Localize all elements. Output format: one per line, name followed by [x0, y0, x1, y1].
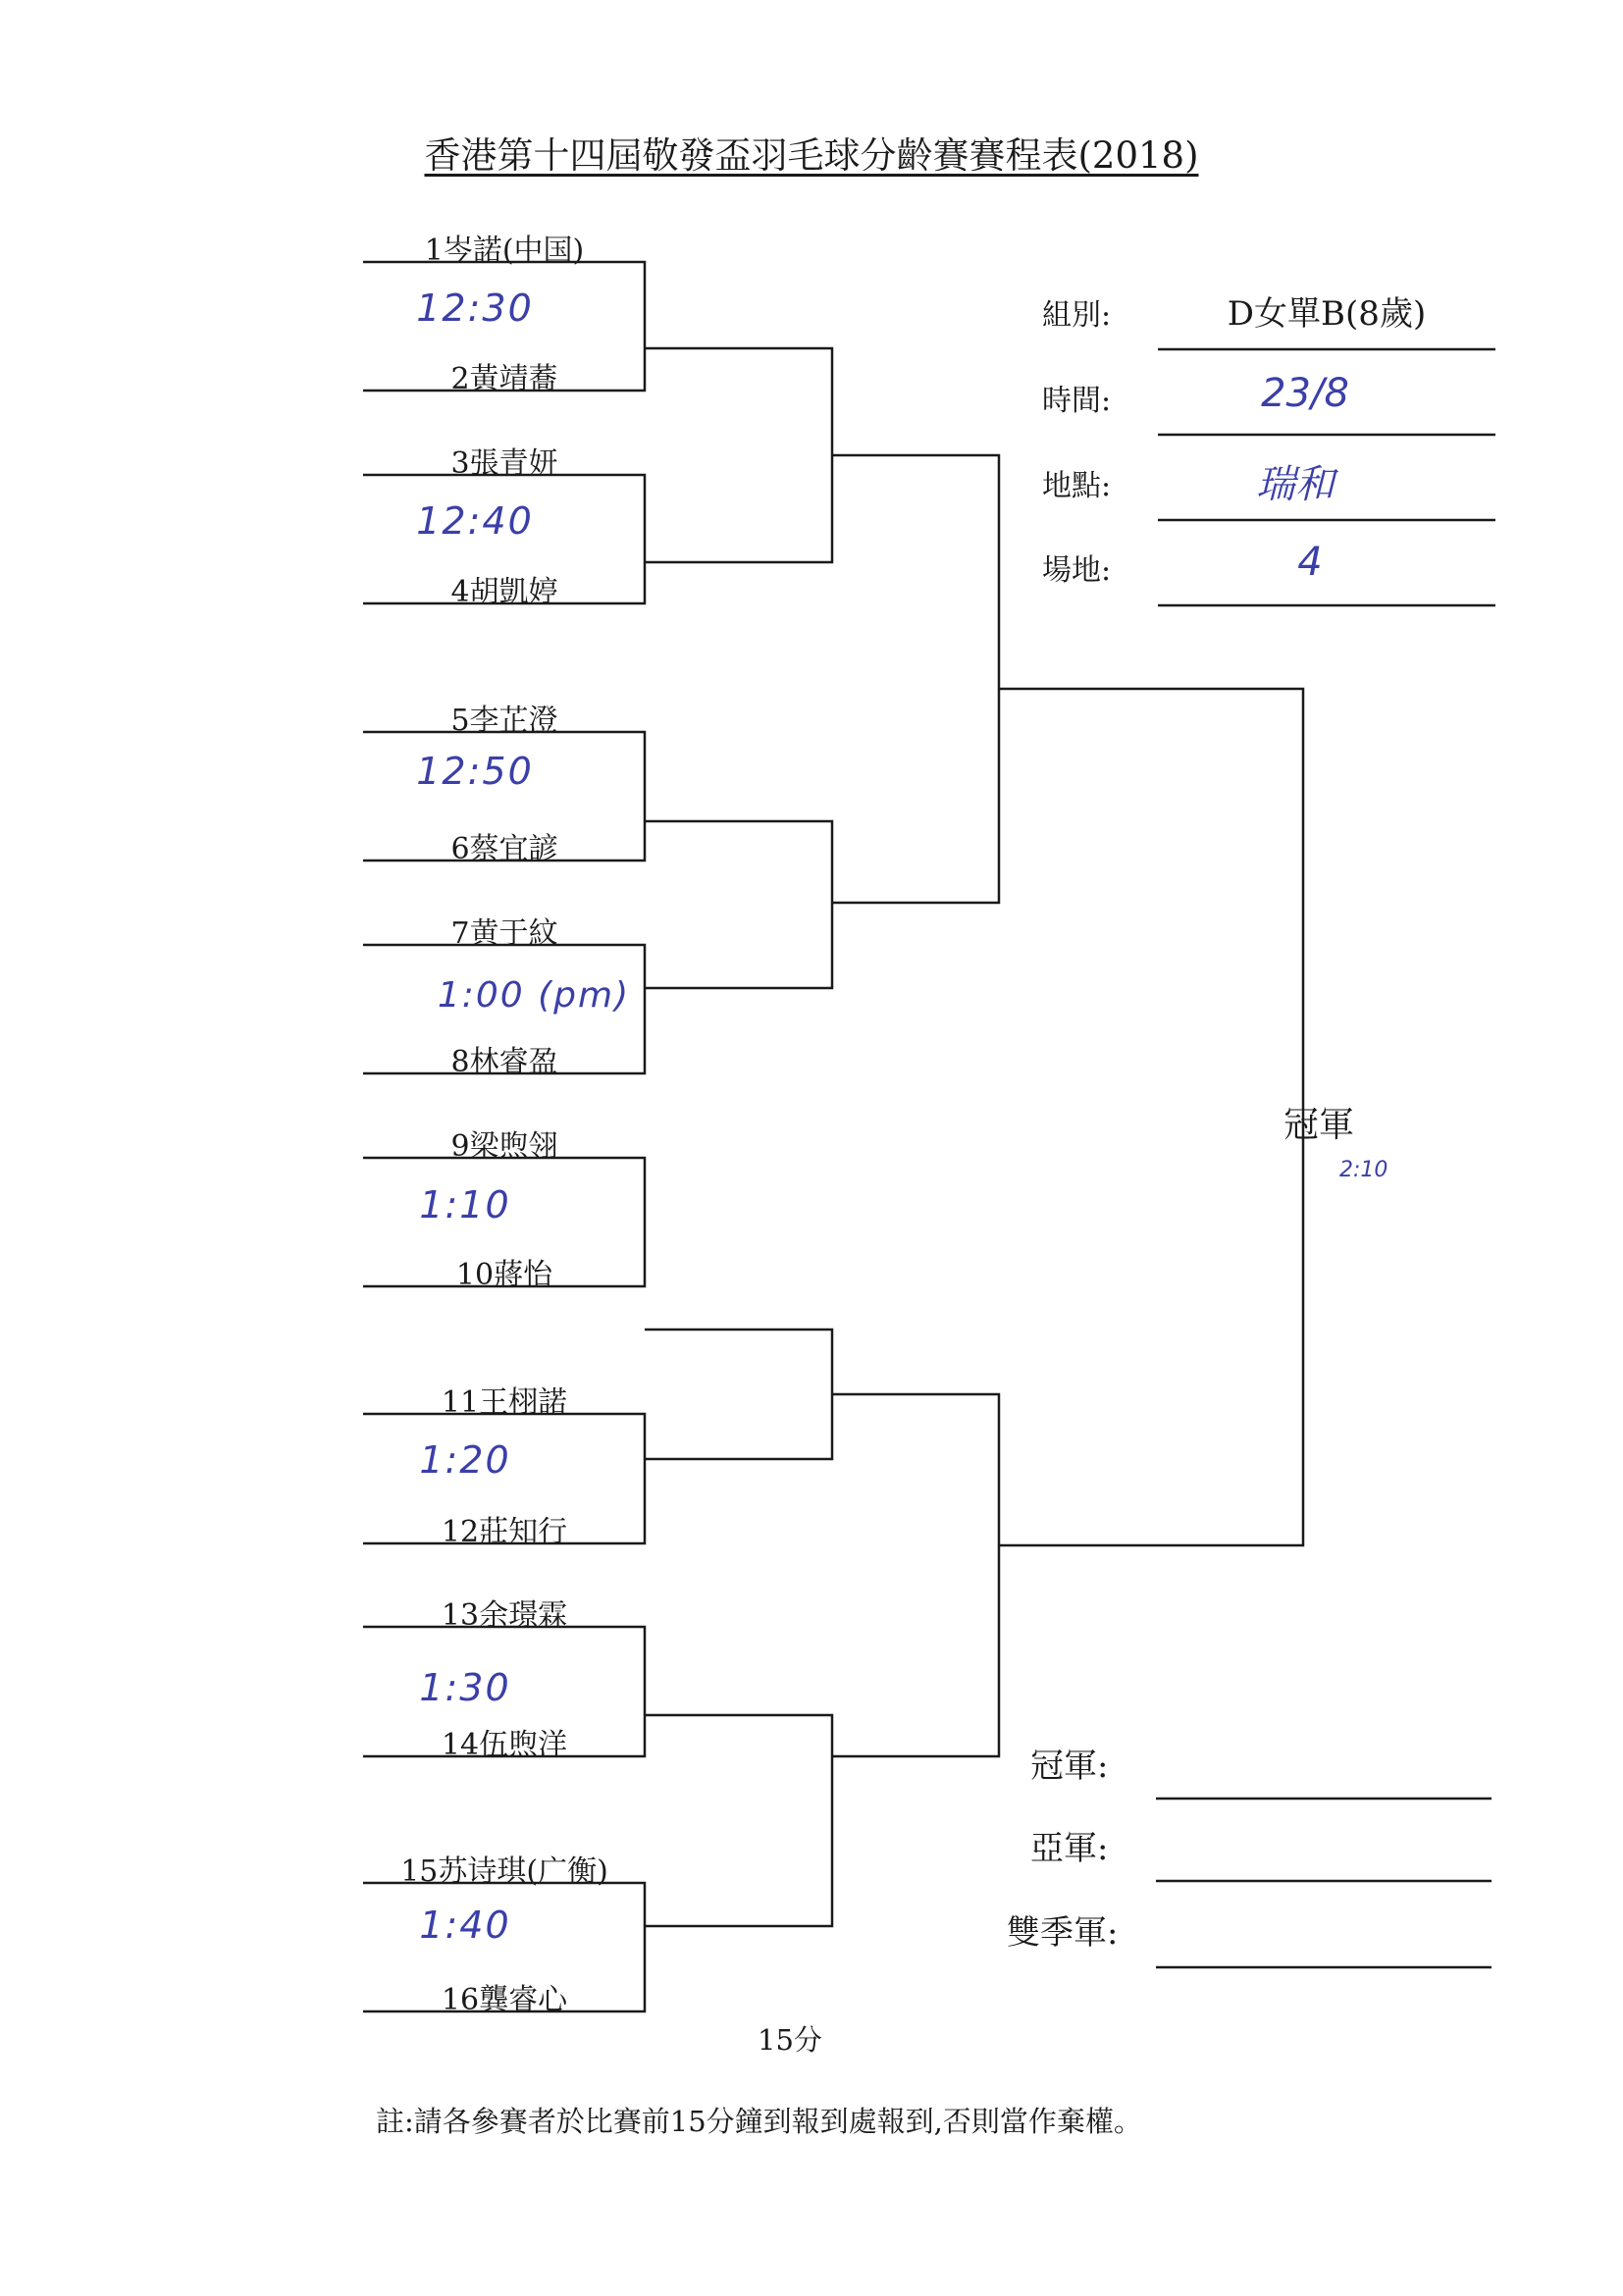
final-label: 冠軍 [1283, 1105, 1355, 1145]
page-title: 香港第十四屆敬發盃羽毛球分齡賽賽程表(2018) [424, 134, 1199, 177]
player-13: 13余璟霖 [441, 1598, 568, 1633]
bracket-semi-2 [832, 1394, 999, 1756]
match-4-time: 1:00 (pm) [437, 975, 631, 1016]
player-5: 5李芷澄 [450, 704, 558, 738]
player-15: 15苏诗琪(广衡) [400, 1854, 608, 1889]
semifinal-label: 雙季軍: [1007, 1913, 1119, 1953]
bracket-round2-1 [645, 348, 832, 562]
player-9: 9梁煦翎 [450, 1129, 558, 1164]
group-label: 組別: [1042, 298, 1112, 333]
player-4: 4胡凱婷 [450, 575, 558, 609]
note-text: 註:請各參賽者於比賽前15分鐘到報到處報到,否則當作棄權。 [376, 2105, 1142, 2138]
player-16: 16龔睿心 [441, 1983, 568, 2017]
player-7: 7黄于紋 [450, 916, 558, 951]
bracket-final [999, 689, 1303, 1545]
match-3-time: 12:50 [416, 750, 534, 793]
player-11: 11王栩諾 [441, 1385, 568, 1420]
player-12: 12莊知行 [441, 1515, 568, 1549]
player-8: 8林睿盈 [450, 1045, 558, 1079]
bracket-round2-4 [645, 1715, 832, 1926]
runner-up-label: 亞軍: [1030, 1829, 1109, 1868]
venue-value: 瑞和 [1256, 462, 1335, 507]
date-value: 23/8 [1261, 371, 1349, 416]
player-10: 10蔣怡 [455, 1258, 553, 1292]
match-7-time: 1:30 [419, 1666, 511, 1709]
player-14: 14伍煦洋 [441, 1728, 568, 1762]
match-2-time: 12:40 [416, 499, 534, 543]
court-label: 場地: [1042, 553, 1112, 588]
bracket-round2-2 [645, 821, 832, 988]
final-time: 2:10 [1339, 1158, 1388, 1182]
duration-label: 15分 [758, 2023, 822, 2057]
bracket-round2-3 [645, 1330, 832, 1459]
match-5-time: 1:10 [419, 1183, 511, 1226]
match-8-time: 1:40 [419, 1904, 511, 1947]
bracket-semi-1 [832, 455, 999, 903]
match-1-time: 12:30 [416, 287, 534, 330]
player-3: 3張青妍 [450, 446, 558, 481]
court-value: 4 [1297, 540, 1323, 585]
champion-label: 冠軍: [1030, 1747, 1109, 1786]
venue-label: 地點: [1042, 469, 1112, 503]
match-6-time: 1:20 [419, 1438, 511, 1482]
player-6: 6蔡宜諺 [450, 832, 558, 866]
player-1: 1岑諾(中国) [424, 234, 585, 268]
player-2: 2黃靖蕎 [450, 362, 558, 396]
group-value: D女單B(8歲) [1227, 294, 1427, 334]
time-label: 時間: [1042, 384, 1112, 418]
